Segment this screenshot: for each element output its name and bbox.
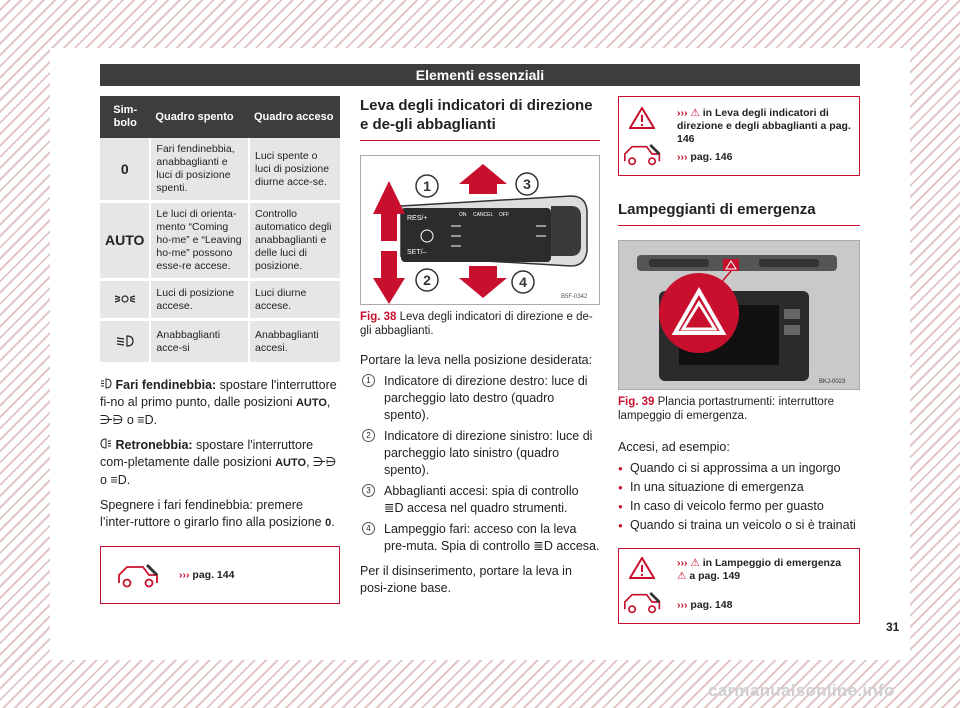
step-text: Lampeggio fari: acceso con la leva pre-muta. Spia di controllo (384, 522, 577, 553)
rear-fog-label: Retronebbia: (115, 438, 193, 452)
page-reference-link[interactable] (179, 569, 234, 582)
figure-code: B5F-0342 (561, 294, 588, 300)
step-number: 4 (362, 522, 375, 535)
text: . (331, 515, 335, 529)
low-beam-icon (100, 320, 150, 364)
table-header-row (100, 96, 340, 138)
list-item: ● Quando ci si approssima a un ingorgo (618, 460, 860, 477)
reference-arrow-icon: ››› (677, 107, 688, 119)
step-text-end: accesa. (552, 539, 600, 553)
fog-off-paragraph (100, 497, 340, 532)
symbol-auto: AUTO (100, 202, 150, 280)
lever-cancel-label: CANCEL (473, 212, 494, 218)
table-row (100, 202, 340, 280)
hazard-button-zoom (659, 273, 739, 353)
lever-outro: Per il disinserimento, portare la leva in posi-zione base. (360, 564, 572, 595)
text: o (123, 413, 138, 427)
table-header-on: Quadro acceso (249, 96, 340, 138)
table-row (100, 138, 340, 202)
figure-38 (360, 155, 600, 305)
auto-symbol: AUTO (275, 457, 307, 469)
watermark: carmanualsonline.info (708, 681, 895, 700)
warning-ref-text: in Leva degli indicatori di direzione e degli abbaglianti a pag. 146 (677, 107, 851, 145)
callout-3: 3 (523, 176, 531, 192)
arrow-down-4 (459, 266, 507, 298)
lever-illustration (361, 156, 598, 304)
warning-reference-link[interactable] (677, 107, 853, 146)
table-cell: Luci di posizione accese. (150, 280, 249, 320)
callout-1: 1 (423, 178, 431, 194)
page-ref-text: pag. 148 (690, 599, 733, 611)
parking-light-icon: ⋺⋻ (313, 455, 337, 469)
figure-caption-38 (360, 310, 600, 338)
warning-triangle-icon (629, 557, 655, 584)
note-box-page-144 (100, 546, 340, 604)
auto-symbol: AUTO (295, 397, 327, 409)
callout-4: 4 (519, 274, 527, 290)
fog-off-text: Spegnere i fari fendinebbia: premere l’inter-ruttore o girarlo fino alla posizione (100, 498, 326, 529)
page-reference-link[interactable] (677, 151, 732, 164)
car-wrench-icon (117, 561, 161, 594)
table-row (100, 320, 340, 364)
list-item (360, 483, 600, 517)
figure-number: Fig. 38 (360, 311, 397, 323)
text: . (126, 473, 131, 487)
step-text: Indicatore di direzione destro: luce di parcheggio lato destro (quadro spento). (384, 374, 588, 422)
rear-fog-icon (100, 438, 115, 452)
zero-symbol: 0 (325, 517, 332, 529)
table-cell: Fari fendinebbia, anabbaglianti e luci di posizione spenti. (150, 138, 249, 202)
table-cell: Luci spente o luci di posizione diurne acce-se. (249, 138, 340, 202)
rear-fog-paragraph (100, 437, 340, 489)
dashboard-illustration (619, 241, 859, 389)
figure-code: BKJ-0023 (819, 379, 846, 385)
step-number: 3 (362, 484, 375, 497)
symbol-table (100, 96, 340, 365)
fog-light-text: spostare l'interruttore fi-no al primo punto, dalle posizioni (100, 378, 337, 409)
car-wrench-icon (623, 589, 663, 620)
page-ref-text: pag. 144 (192, 569, 235, 581)
warning-box-hazard (618, 548, 860, 624)
high-beam-icon: ≣D (384, 501, 404, 515)
list-item (360, 521, 600, 555)
reference-arrow-icon: ››› (179, 569, 190, 581)
list-item: ● In caso di veicolo fermo per guasto (618, 498, 860, 515)
fog-light-icon (100, 378, 115, 392)
column-right (618, 96, 860, 624)
rear-fog-text: spostare l'interruttore com-pletamente dalle posizioni (100, 438, 314, 469)
arrow-down-2 (373, 251, 405, 304)
warning-box-lever (618, 96, 860, 176)
fog-light-paragraph (100, 377, 340, 429)
list-item (360, 428, 600, 479)
arrow-up-3 (459, 164, 507, 194)
reference-arrow-icon: ››› (677, 557, 688, 569)
warning-ref-page: a pag. 149 (689, 570, 741, 582)
section-title-hazard: Lampeggianti di emergenza (618, 200, 860, 226)
table-header-symbol: Sim- bolo (100, 96, 150, 138)
text: o (100, 473, 111, 487)
low-beam-icon: ≡D (110, 473, 127, 487)
lever-set-label: SET/– (407, 249, 427, 256)
list-item (360, 373, 600, 424)
lever-res-label: RES/+ (407, 215, 428, 222)
low-beam-icon: ≡D (137, 413, 154, 427)
page-reference-link[interactable] (677, 599, 732, 612)
figure-caption-text: Leva degli indicatori di direzione e de-gli abbaglianti. (360, 311, 593, 337)
reference-arrow-icon: ››› (677, 151, 688, 163)
small-warning-icon: ⚠ (690, 557, 700, 569)
warning-triangle-icon (629, 107, 655, 134)
step-text: Indicatore di direzione sinistro: luce di parcheggio lato sinistro (quadro spento). (384, 429, 593, 477)
lever-off-label: OFF (499, 212, 509, 218)
column-middle (360, 96, 600, 597)
text: , (306, 455, 314, 469)
list-item: ● Quando si traina un veicolo o si è trainati (618, 517, 860, 534)
lever-intro: Portare la leva nella posizione desiderata: (360, 353, 593, 367)
table-cell: Luci diurne accese. (249, 280, 340, 320)
table-cell: Anabbaglianti accesi. (249, 320, 340, 364)
car-wrench-icon (623, 141, 663, 172)
small-warning-icon: ⚠ (690, 107, 700, 119)
page-ref-text: pag. 146 (690, 151, 733, 163)
fog-light-label: Fari fendinebbia: (115, 378, 217, 392)
high-beam-icon: ≣D (533, 539, 553, 553)
parking-light-icon: ⋺⋻ (100, 413, 124, 427)
lever-on-label: ON (459, 212, 467, 218)
symbol-zero: 0 (100, 138, 150, 202)
hazard-intro: Accesi, ad esempio: (618, 440, 730, 454)
figure-caption-39 (618, 395, 860, 423)
step-number: 1 (362, 374, 375, 387)
table-cell: Controllo automatico degli anabbaglianti e delle luci di posizione. (249, 202, 340, 280)
warning-ref-text: in Lampeggio di emergenza (702, 557, 842, 569)
text: , (326, 395, 331, 409)
warning-reference-link[interactable] (677, 557, 853, 583)
small-warning-icon: ⚠ (677, 570, 687, 582)
parking-light-icon (100, 280, 150, 320)
step-list (360, 373, 600, 555)
step-text: Abbaglianti accesi: spia di controllo (384, 484, 579, 498)
table-header-off: Quadro spento (150, 96, 249, 138)
step-text-end: accesa nel quadro strumenti. (403, 501, 568, 515)
column-left (100, 96, 340, 604)
figure-caption-text: Plancia portastrumenti: interruttore lampeggio di emergenza. (618, 396, 835, 422)
table-cell: Anabbaglianti acce-si (150, 320, 249, 364)
figure-number: Fig. 39 (618, 396, 655, 408)
hazard-list (618, 460, 860, 534)
table-row (100, 280, 340, 320)
section-title-lever: Leva degli indicatori di direzione e de-gli abbaglianti (360, 96, 600, 141)
callout-2: 2 (423, 272, 431, 288)
table-cell: Le luci di orienta-mento “Coming ho-me” e “Leaving ho-me” possono esse-re accese. (150, 202, 249, 280)
text: . (153, 413, 158, 427)
page-number: 31 (886, 620, 900, 634)
arrow-up-1 (373, 181, 405, 241)
page-header: Elementi essenziali (100, 64, 860, 86)
list-item: ● In una situazione di emergenza (618, 479, 860, 496)
reference-arrow-icon: ››› (677, 599, 688, 611)
step-number: 2 (362, 429, 375, 442)
figure-39 (618, 240, 860, 390)
